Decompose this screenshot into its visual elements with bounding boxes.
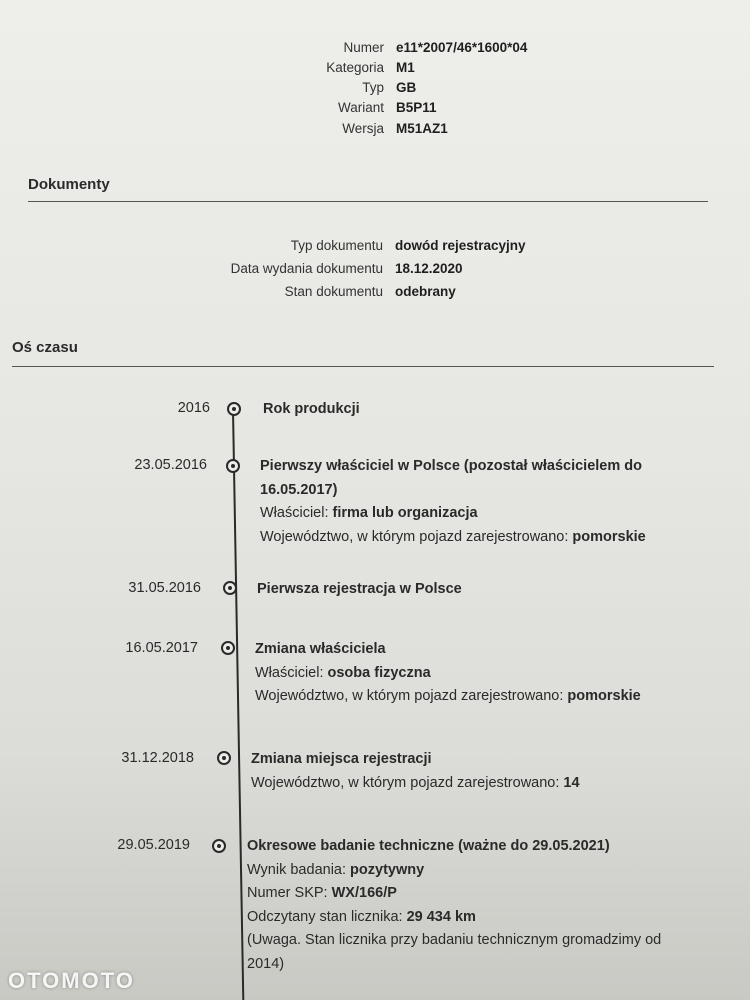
vehicle-label: Typ xyxy=(362,80,384,95)
document-label: Typ dokumentu xyxy=(290,238,383,253)
document-value: dowód rejestracyjny xyxy=(395,238,526,253)
event-content xyxy=(255,638,705,709)
event-detail: Właściciel: osoba fizyczna xyxy=(255,664,431,681)
event-title: Zmiana miejsca rejestracji xyxy=(251,751,432,767)
document-label: Stan dokumentu xyxy=(284,284,383,299)
vehicle-value: M1 xyxy=(396,60,415,75)
event-content xyxy=(251,748,701,795)
event-date: 23.05.2016 xyxy=(134,457,207,473)
event-detail: Numer SKP: WX/166/P xyxy=(247,885,397,901)
event-detail: Odczytany stan licznika: 29 434 km xyxy=(247,908,476,925)
vehicle-value: e11*2007/46*1600*04 xyxy=(396,40,528,55)
event-detail: Województwo, w którym pojazd zarejestrowano: 14 xyxy=(251,774,580,791)
timeline-section-title: Oś czasu xyxy=(12,339,78,356)
otomoto-watermark: OTOMOTO xyxy=(8,968,135,993)
timeline-divider xyxy=(12,366,714,367)
timeline-dot-icon xyxy=(221,641,235,655)
vehicle-value: GB xyxy=(396,80,417,95)
event-title: Rok produkcji xyxy=(263,401,360,417)
timeline-axis xyxy=(232,410,244,1000)
event-detail: Województwo, w którym pojazd zarejestrowano: pomorskie xyxy=(260,528,646,545)
event-date: 31.05.2016 xyxy=(128,580,201,596)
documents-section-title: Dokumenty xyxy=(28,176,110,193)
vehicle-value: B5P11 xyxy=(396,100,437,115)
timeline-dot-icon xyxy=(223,581,237,595)
document-value: 18.12.2020 xyxy=(395,261,463,276)
event-date: 29.05.2019 xyxy=(117,837,190,853)
event-content xyxy=(247,835,697,976)
documents-info xyxy=(0,236,750,306)
vehicle-value: M51AZ1 xyxy=(396,121,448,136)
event-title: Zmiana właściciela xyxy=(255,641,386,657)
vehicle-label: Wersja xyxy=(342,121,384,136)
event-title: Pierwsza rejestracja w Polsce xyxy=(257,581,462,597)
event-detail: Wynik badania: pozytywny xyxy=(247,861,425,878)
vehicle-label: Wariant xyxy=(337,100,384,115)
documents-divider xyxy=(28,201,708,202)
document-label: Data wydania dokumentu xyxy=(230,261,383,276)
vehicle-info xyxy=(0,38,750,138)
timeline-dot-icon xyxy=(212,839,226,853)
event-date: 31.12.2018 xyxy=(121,750,194,766)
event-note: (Uwaga. Stan licznika przy badaniu technicznym gromadzimy od 2014) xyxy=(247,932,662,972)
event-title: Okresowe badanie techniczne (ważne do 29.05.2021) xyxy=(247,838,610,854)
vehicle-label: Kategoria xyxy=(326,60,384,75)
event-content xyxy=(260,455,680,549)
event-date: 2016 xyxy=(177,400,210,416)
event-content xyxy=(257,578,697,602)
event-content xyxy=(263,398,703,422)
event-title: Pierwszy właściciel w Polsce (pozostał właścicielem do 16.05.2017) xyxy=(260,458,642,498)
timeline-dot-icon xyxy=(226,459,240,473)
vehicle-label: Numer xyxy=(343,40,384,55)
timeline-dot-icon xyxy=(227,402,241,416)
event-detail: Właściciel: firma lub organizacja xyxy=(260,505,478,521)
document-value: odebrany xyxy=(395,284,456,299)
timeline-dot-icon xyxy=(217,751,231,765)
event-detail: Województwo, w którym pojazd zarejestrowano: pomorskie xyxy=(255,688,641,704)
event-date: 16.05.2017 xyxy=(125,640,198,656)
